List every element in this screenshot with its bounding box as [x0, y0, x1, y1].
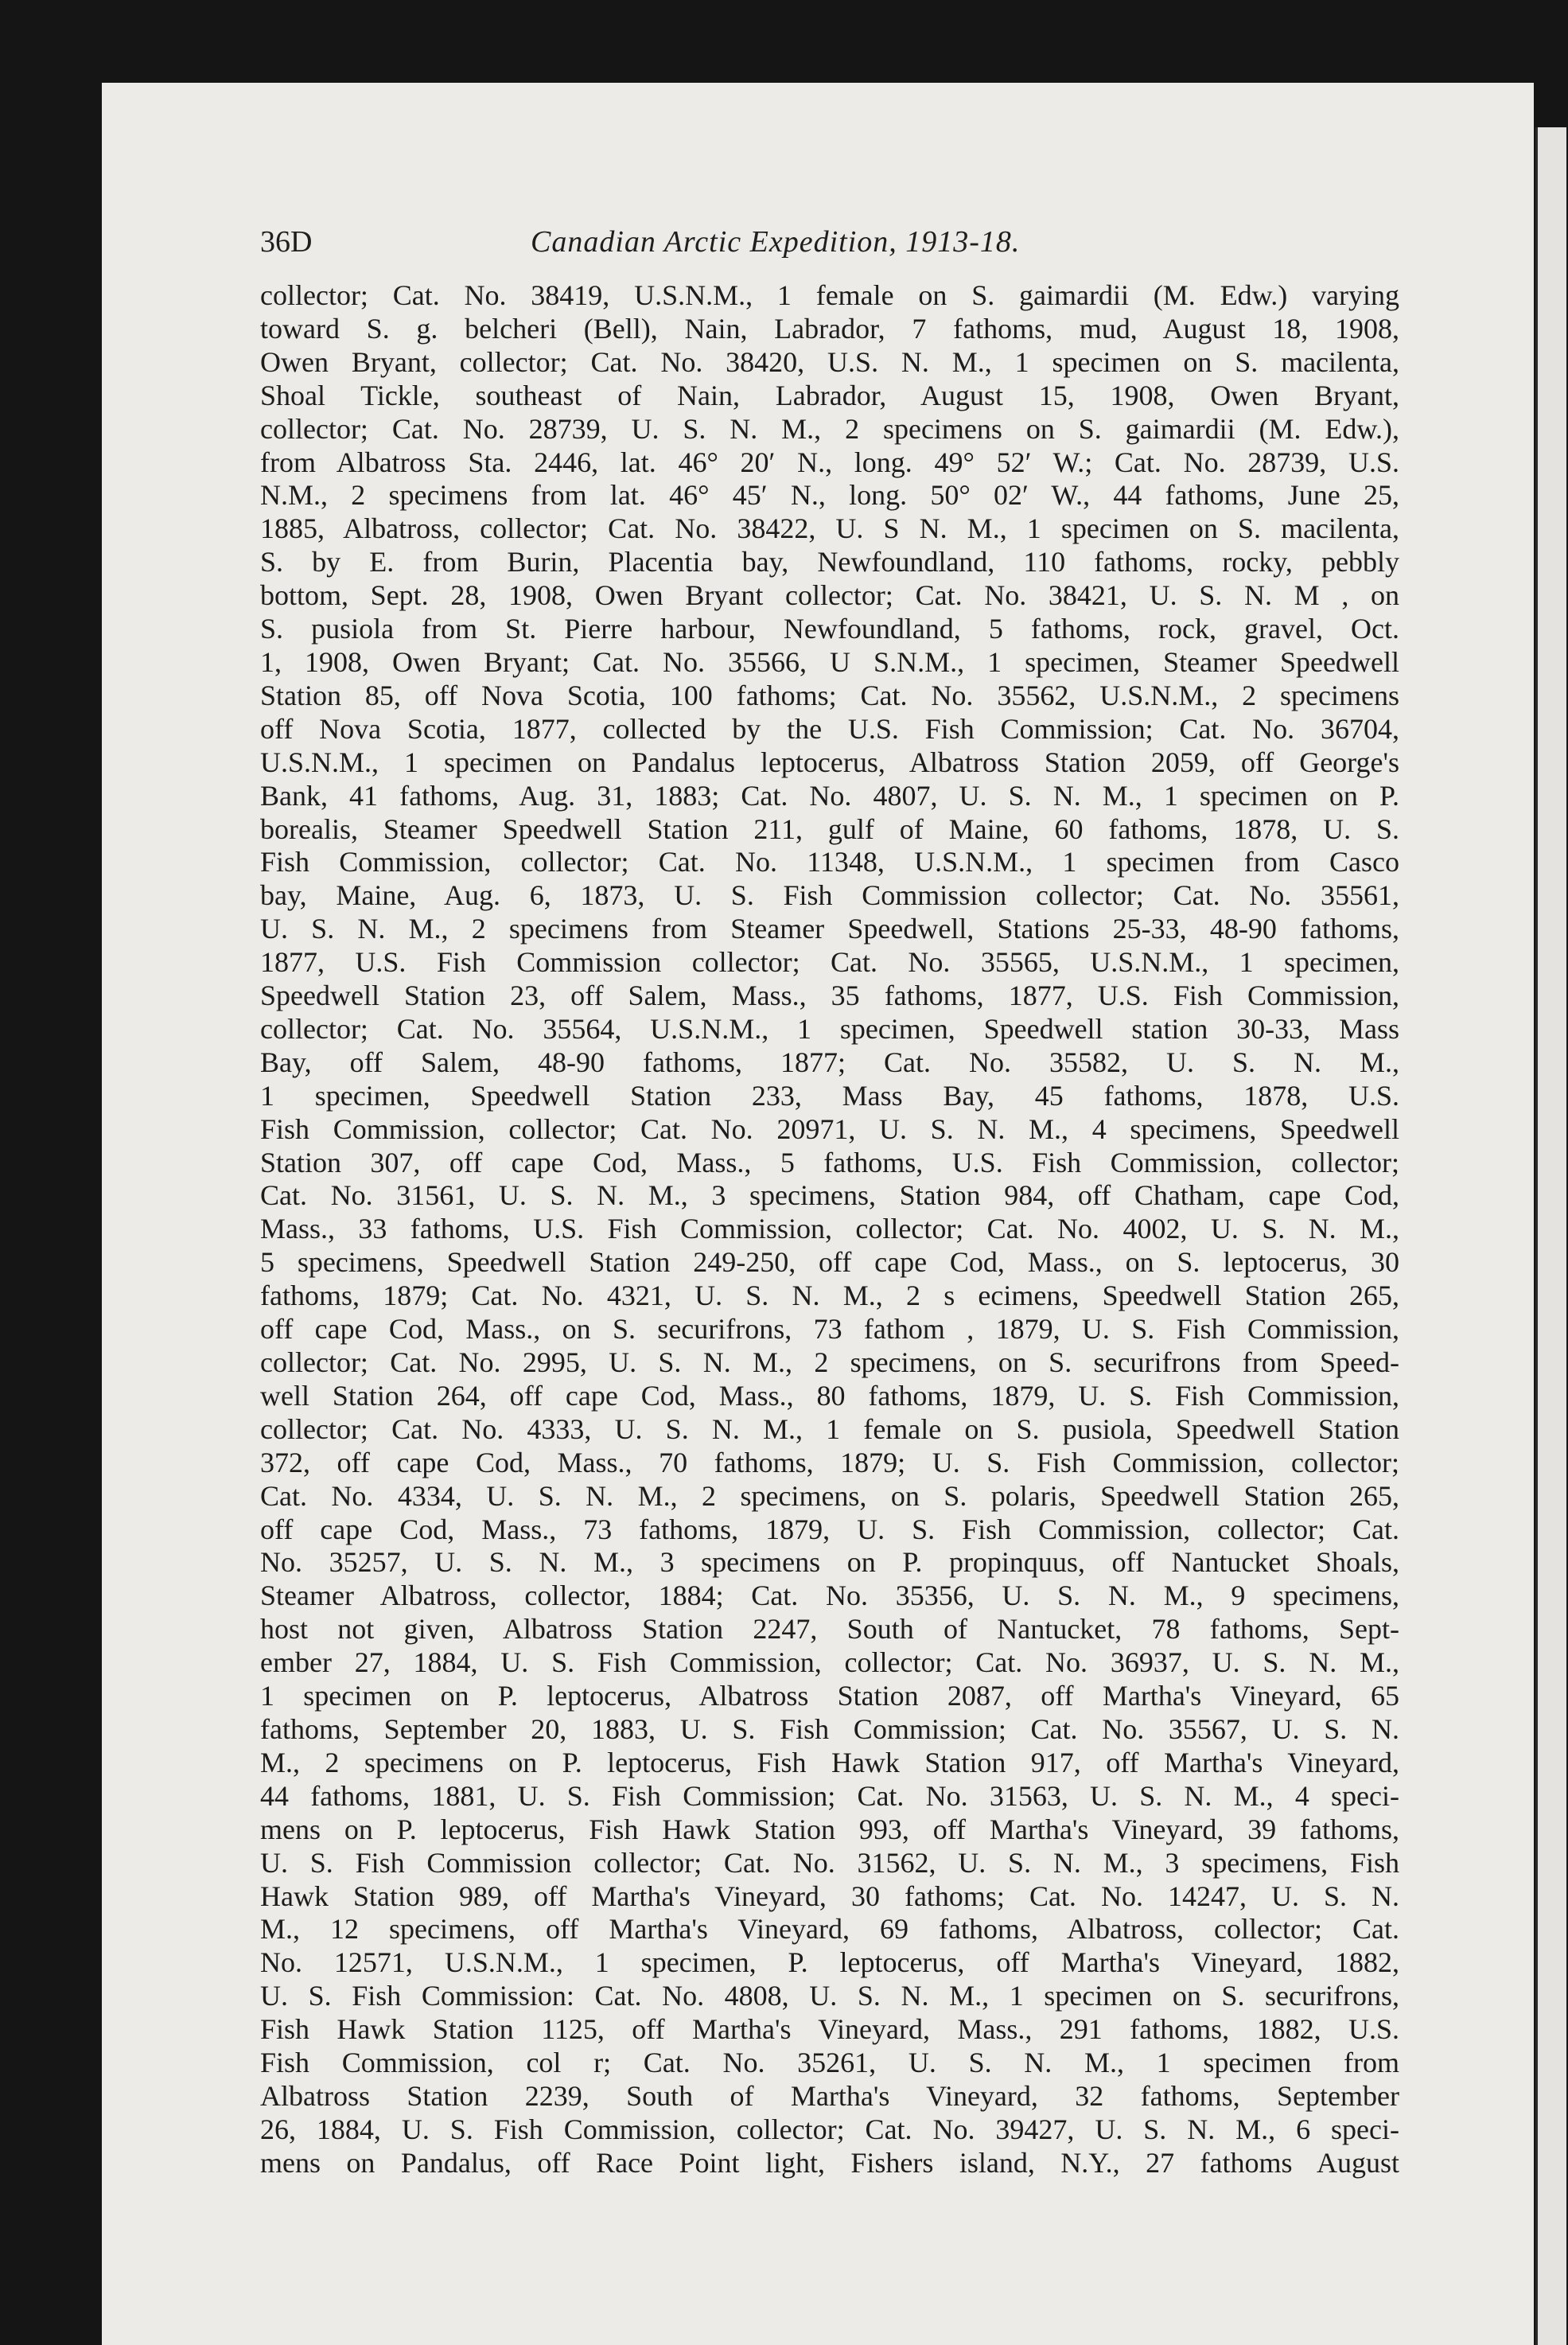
text-line: borealis, Steamer Speedwell Station 211, gulf of Maine, 60 fathoms, 1878, U. S. [260, 812, 1399, 845]
text-line: collector; Cat. No. 2995, U. S. N. M., 2 specimens, on S. securifrons from Speed- [260, 1346, 1399, 1378]
text-line: Fish Commission, collector; Cat. No. 11348, U.S.N.M., 1 specimen from Casco [260, 846, 1399, 878]
text-line: Mass., 33 fathoms, U.S. Fish Commission, collector; Cat. No. 4002, U. S. N. M., [260, 1213, 1399, 1245]
text-line: S. pusiola from St. Pierre harbour, Newfoundland, 5 fathoms, rock, gravel, Oct. [260, 613, 1399, 645]
text-line: collector; Cat. No. 28739, U. S. N. M., 2 specimens on S. gaimardii (M. Edw.), [260, 412, 1399, 445]
text-line: Cat. No. 4334, U. S. N. M., 2 specimens, on S. polaris, Speedwell Station 265, [260, 1479, 1399, 1512]
text-line: Fish Commission, col r; Cat. No. 35261, U. S. N. M., 1 specimen from [260, 2047, 1399, 2079]
text-line: 1885, Albatross, collector; Cat. No. 38422, U. S N. M., 1 specimen on S. macilenta, [260, 512, 1399, 545]
text-line: bay, Maine, Aug. 6, 1873, U. S. Fish Commission collector; Cat. No. 35561, [260, 879, 1399, 912]
text-line: toward S. g. belcheri (Bell), Nain, Labrador, 7 fathoms, mud, August 18, 1908, [260, 312, 1399, 345]
text-line: collector; Cat. No. 38419, U.S.N.M., 1 female on S. gaimardii (M. Edw.) varying [260, 279, 1399, 311]
text-line: bottom, Sept. 28, 1908, Owen Bryant collector; Cat. No. 38421, U. S. N. M , on [260, 579, 1399, 612]
text-line: Station 307, off cape Cod, Mass., 5 fathoms, U.S. Fish Commission, collector; [260, 1146, 1399, 1178]
page-header [157, 223, 1414, 271]
text-line: collector; Cat. No. 4333, U. S. N. M., 1 female on S. pusiola, Speedwell Station [260, 1412, 1399, 1445]
text-line: mens on Pandalus, off Race Point light, Fishers island, N.Y., 27 fathoms August [260, 2146, 1399, 2179]
text-line: mens on P. leptocerus, Fish Hawk Station 993, off Martha's Vineyard, 39 fathoms, [260, 1813, 1399, 1845]
text-line: Fish Commission, collector; Cat. No. 20971, U. S. N. M., 4 specimens, Speedwell [260, 1112, 1399, 1145]
running-title: Canadian Arctic Expedition, 1913-18. [531, 225, 1021, 259]
text-line: off Nova Scotia, 1877, collected by the U.S. Fish Commission; Cat. No. 36704, [260, 712, 1399, 745]
text-line: Shoal Tickle, southeast of Nain, Labrador, August 15, 1908, Owen Bryant, [260, 379, 1399, 411]
adjacent-page-edge [1535, 127, 1566, 2345]
text-line: Bay, off Salem, 48-90 fathoms, 1877; Cat. No. 35582, U. S. N. M., [260, 1046, 1399, 1078]
text-line: collector; Cat. No. 35564, U.S.N.M., 1 specimen, Speedwell station 30-33, Mass [260, 1012, 1399, 1045]
text-line: Albatross Station 2239, South of Martha's Vineyard, 32 fathoms, September [260, 2079, 1399, 2112]
text-line: Cat. No. 31561, U. S. N. M., 3 specimens, Station 984, off Chatham, cape Cod, [260, 1179, 1399, 1212]
text-line: from Albatross Sta. 2446, lat. 46° 20′ N., long. 49° 52′ W.; Cat. No. 28739, U.S. [260, 446, 1399, 478]
body-paragraph [260, 279, 1399, 2180]
text-line: 5 specimens, Speedwell Station 249-250, off cape Cod, Mass., on S. leptocerus, 30 [260, 1246, 1399, 1279]
text-line: U. S. N. M., 2 specimens from Steamer Speedwell, Stations 25-33, 48-90 fathoms, [260, 913, 1399, 945]
text-line: Owen Bryant, collector; Cat. No. 38420, U.S. N. M., 1 specimen on S. macilenta, [260, 345, 1399, 378]
page-number: 36D [260, 225, 313, 259]
text-line: 1 specimen, Speedwell Station 233, Mass Bay, 45 fathoms, 1878, U.S. [260, 1079, 1399, 1112]
text-line: off cape Cod, Mass., 73 fathoms, 1879, U. S. Fish Commission, collector; Cat. [260, 1513, 1399, 1545]
text-line: U. S. Fish Commission collector; Cat. No. 31562, U. S. N. M., 3 specimens, Fish [260, 1846, 1399, 1879]
text-line: U.S.N.M., 1 specimen on Pandalus leptocerus, Albatross Station 2059, off George's [260, 746, 1399, 778]
text-line: M., 12 specimens, off Martha's Vineyard, 69 fathoms, Albatross, collector; Cat. [260, 1913, 1399, 1946]
text-line: Steamer Albatross, collector, 1884; Cat. No. 35356, U. S. N. M., 9 specimens, [260, 1580, 1399, 1612]
text-line: Bank, 41 fathoms, Aug. 31, 1883; Cat. No. 4807, U. S. N. M., 1 specimen on P. [260, 779, 1399, 812]
text-line: Fish Hawk Station 1125, off Martha's Vineyard, Mass., 291 fathoms, 1882, U.S. [260, 2013, 1399, 2046]
text-line: Speedwell Station 23, off Salem, Mass., 35 fathoms, 1877, U.S. Fish Commission, [260, 980, 1399, 1012]
text-line: fathoms, September 20, 1883, U. S. Fish Commission; Cat. No. 35567, U. S. N. [260, 1712, 1399, 1745]
text-line: M., 2 specimens on P. leptocerus, Fish Hawk Station 917, off Martha's Vineyard, [260, 1746, 1399, 1778]
text-line: No. 35257, U. S. N. M., 3 specimens on P. propinquus, off Nantucket Shoals, [260, 1546, 1399, 1579]
text-line: 1 specimen on P. leptocerus, Albatross Station 2087, off Martha's Vineyard, 65 [260, 1680, 1399, 1712]
text-line: 44 fathoms, 1881, U. S. Fish Commission; Cat. No. 31563, U. S. N. M., 4 speci- [260, 1779, 1399, 1812]
text-line: fathoms, 1879; Cat. No. 4321, U. S. N. M., 2 s ecimens, Speedwell Station 265, [260, 1280, 1399, 1312]
text-line: U. S. Fish Commission: Cat. No. 4808, U. S. N. M., 1 specimen on S. securifrons, [260, 1980, 1399, 2012]
text-line: 26, 1884, U. S. Fish Commission, collector; Cat. No. 39427, U. S. N. M., 6 speci- [260, 2113, 1399, 2145]
text-line: host not given, Albatross Station 2247, South of Nantucket, 78 fathoms, Sept- [260, 1613, 1399, 1646]
text-line: N.M., 2 specimens from lat. 46° 45′ N., long. 50° 02′ W., 44 fathoms, June 25, [260, 479, 1399, 512]
text-line: Station 85, off Nova Scotia, 100 fathoms; Cat. No. 35562, U.S.N.M., 2 specimens [260, 679, 1399, 711]
text-line: 1, 1908, Owen Bryant; Cat. No. 35566, U S.N.M., 1 specimen, Steamer Speedwell [260, 645, 1399, 678]
text-line: S. by E. from Burin, Placentia bay, Newfoundland, 110 fathoms, rocky, pebbly [260, 546, 1399, 578]
text-line: ember 27, 1884, U. S. Fish Commission, collector; Cat. No. 36937, U. S. N. M., [260, 1646, 1399, 1679]
text-line: Hawk Station 989, off Martha's Vineyard, 30 fathoms; Cat. No. 14247, U. S. N. [260, 1880, 1399, 1912]
text-line: 372, off cape Cod, Mass., 70 fathoms, 1879; U. S. Fish Commission, collector; [260, 1446, 1399, 1478]
text-line: off cape Cod, Mass., on S. securifrons, 73 fathom , 1879, U. S. Fish Commission, [260, 1313, 1399, 1346]
text-line: 1877, U.S. Fish Commission collector; Cat. No. 35565, U.S.N.M., 1 specimen, [260, 946, 1399, 979]
text-line: well Station 264, off cape Cod, Mass., 80 fathoms, 1879, U. S. Fish Commission, [260, 1379, 1399, 1412]
text-line: No. 12571, U.S.N.M., 1 specimen, P. leptocerus, off Martha's Vineyard, 1882, [260, 1946, 1399, 1979]
